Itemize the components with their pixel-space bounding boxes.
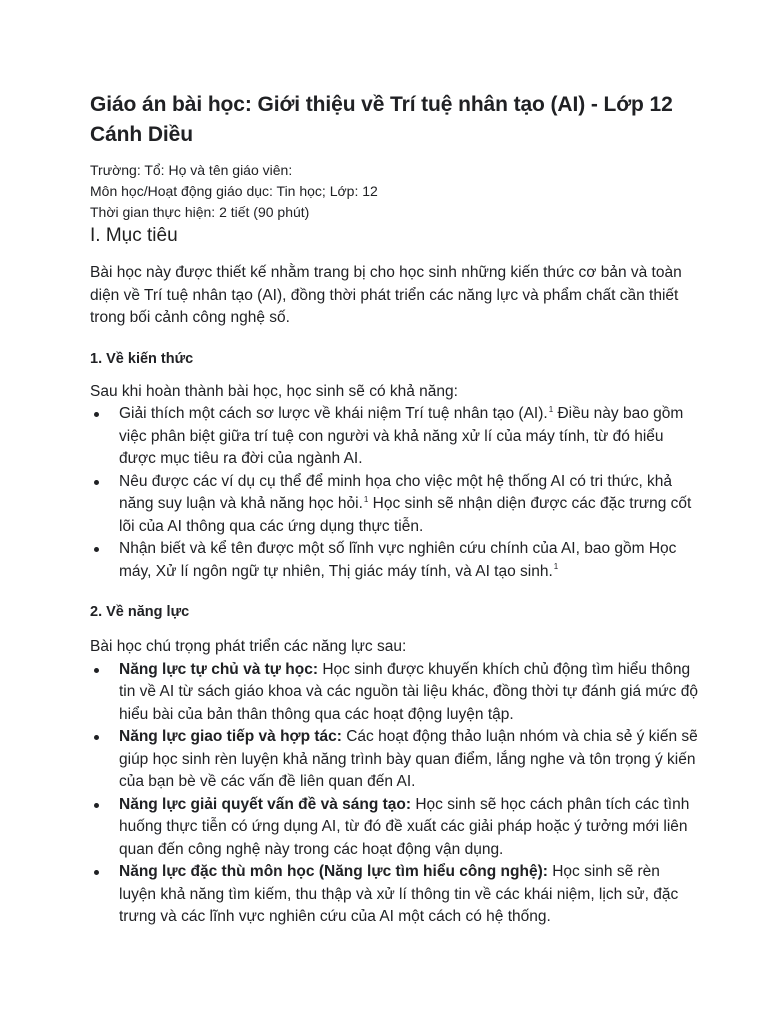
lesson-meta [90,160,698,223]
item-label: Năng lực đặc thù môn học (Năng lực tìm hiểu công nghệ): [119,863,548,880]
bullet-icon [94,668,99,673]
meta-duration-line: Thời gian thực hiện: 2 tiết (90 phút) [90,204,310,220]
knowledge-list [90,403,698,583]
list-item [90,538,698,583]
knowledge-lead: Sau khi hoàn thành bài học, học sinh sẽ có khả năng: [90,382,458,400]
list-item [90,659,698,727]
bullet-icon [94,412,99,417]
list-item [90,794,698,862]
objectives-intro: Bài học này được thiết kế nhằm trang bị cho học sinh những kiến thức cơ bản và toàn diện về Trí tuệ nhân tạo (AI), đồng thời phát triển các năng lực và phẩm chất cần thiết trong bối cảnh công nghệ số. [90,264,682,326]
item-text: Học sinh sẽ rèn luyện khả năng tìm kiếm, thu thập và xử lí thông tin về các khái niệm, lịch sử, đặc trưng và các lĩnh vực nghiên cứu của AI một cách có hệ thống. [119,863,679,925]
item-text: Giải thích một cách sơ lược về khái niệm Trí tuệ nhân tạo (AI). [119,405,548,422]
meta-school-line: Trường: Tổ: Họ và tên giáo viên: [90,162,293,178]
bullet-icon [94,803,99,808]
item-text: Học sinh được khuyến khích chủ động tìm hiểu thông tin về AI từ sách giáo khoa và các nguồn tài liệu khác, đồng thời tự đánh giá mức độ hiểu bài của bản thân thông qua các hoạt động luyện tập. [119,660,698,723]
list-item [90,471,698,539]
item-text: Các hoạt động thảo luận nhóm và chia sẻ ý kiến sẽ giúp học sinh rèn luyện khả năng trình bày quan điểm, lắng nghe và tôn trọng ý kiến của bạn bè về các vấn đề liên quan đến AI. [119,728,698,790]
bullet-icon [94,480,99,485]
footnote-ref[interactable]: 1 [553,562,559,572]
item-text-cont: Điều này bao gồm việc phân biệt giữa trí tuệ con người và khả năng xử lí của máy tính, từ đó hiểu được mục tiêu ra đời của ngành AI. [119,405,684,467]
item-text: Nhận biết và kể tên được một số lĩnh vực nghiên cứu chính của AI, bao gồm Học máy, Xử lí ngôn ngữ tự nhiên, Thị giác máy tính, và AI tạo sinh. [119,540,677,580]
section-heading-objectives: I. Mục tiêu [90,225,178,246]
item-label: Năng lực tự chủ và tự học: [119,660,319,678]
footnote-ref[interactable]: 1 [363,494,369,504]
competence-list [90,659,698,929]
knowledge-heading: 1. Về kiến thức [90,350,194,367]
item-text: Học sinh sẽ học cách phân tích các tình huống thực tiễn có ứng dụng AI, từ đó đề xuất các giải pháp hoặc ý tưởng mới liên quan đến công nghệ này trong các hoạt động vận dụng. [119,795,690,858]
list-item [90,861,698,929]
list-item [90,403,698,471]
bullet-icon [94,870,99,875]
competence-heading: 2. Về năng lực [90,604,190,620]
bullet-icon [94,735,99,740]
item-text-cont: Học sinh sẽ nhận diện được các đặc trưng cốt lõi của AI thông qua các ứng dụng thực tiễn. [119,495,692,535]
competence-lead: Bài học chú trọng phát triển các năng lực sau: [90,638,407,655]
footnote-ref[interactable]: 1 [548,404,554,414]
meta-subject-line: Môn học/Hoạt động giáo dục: Tin học; Lớp: 12 [90,183,378,199]
document-title: Giáo án bài học: Giới thiệu về Trí tuệ nhân tạo (AI) - Lớp 12 Cánh Diều [90,93,673,146]
item-label: Năng lực giải quyết vấn đề và sáng tạo: [119,795,412,813]
item-text: Nêu được các ví dụ cụ thể để minh họa cho việc một hệ thống AI có tri thức, khả năng suy luận và khả năng học hỏi. [119,472,673,512]
list-item [90,726,698,794]
item-label: Năng lực giao tiếp và hợp tác: [119,728,342,745]
bullet-icon [94,547,99,552]
